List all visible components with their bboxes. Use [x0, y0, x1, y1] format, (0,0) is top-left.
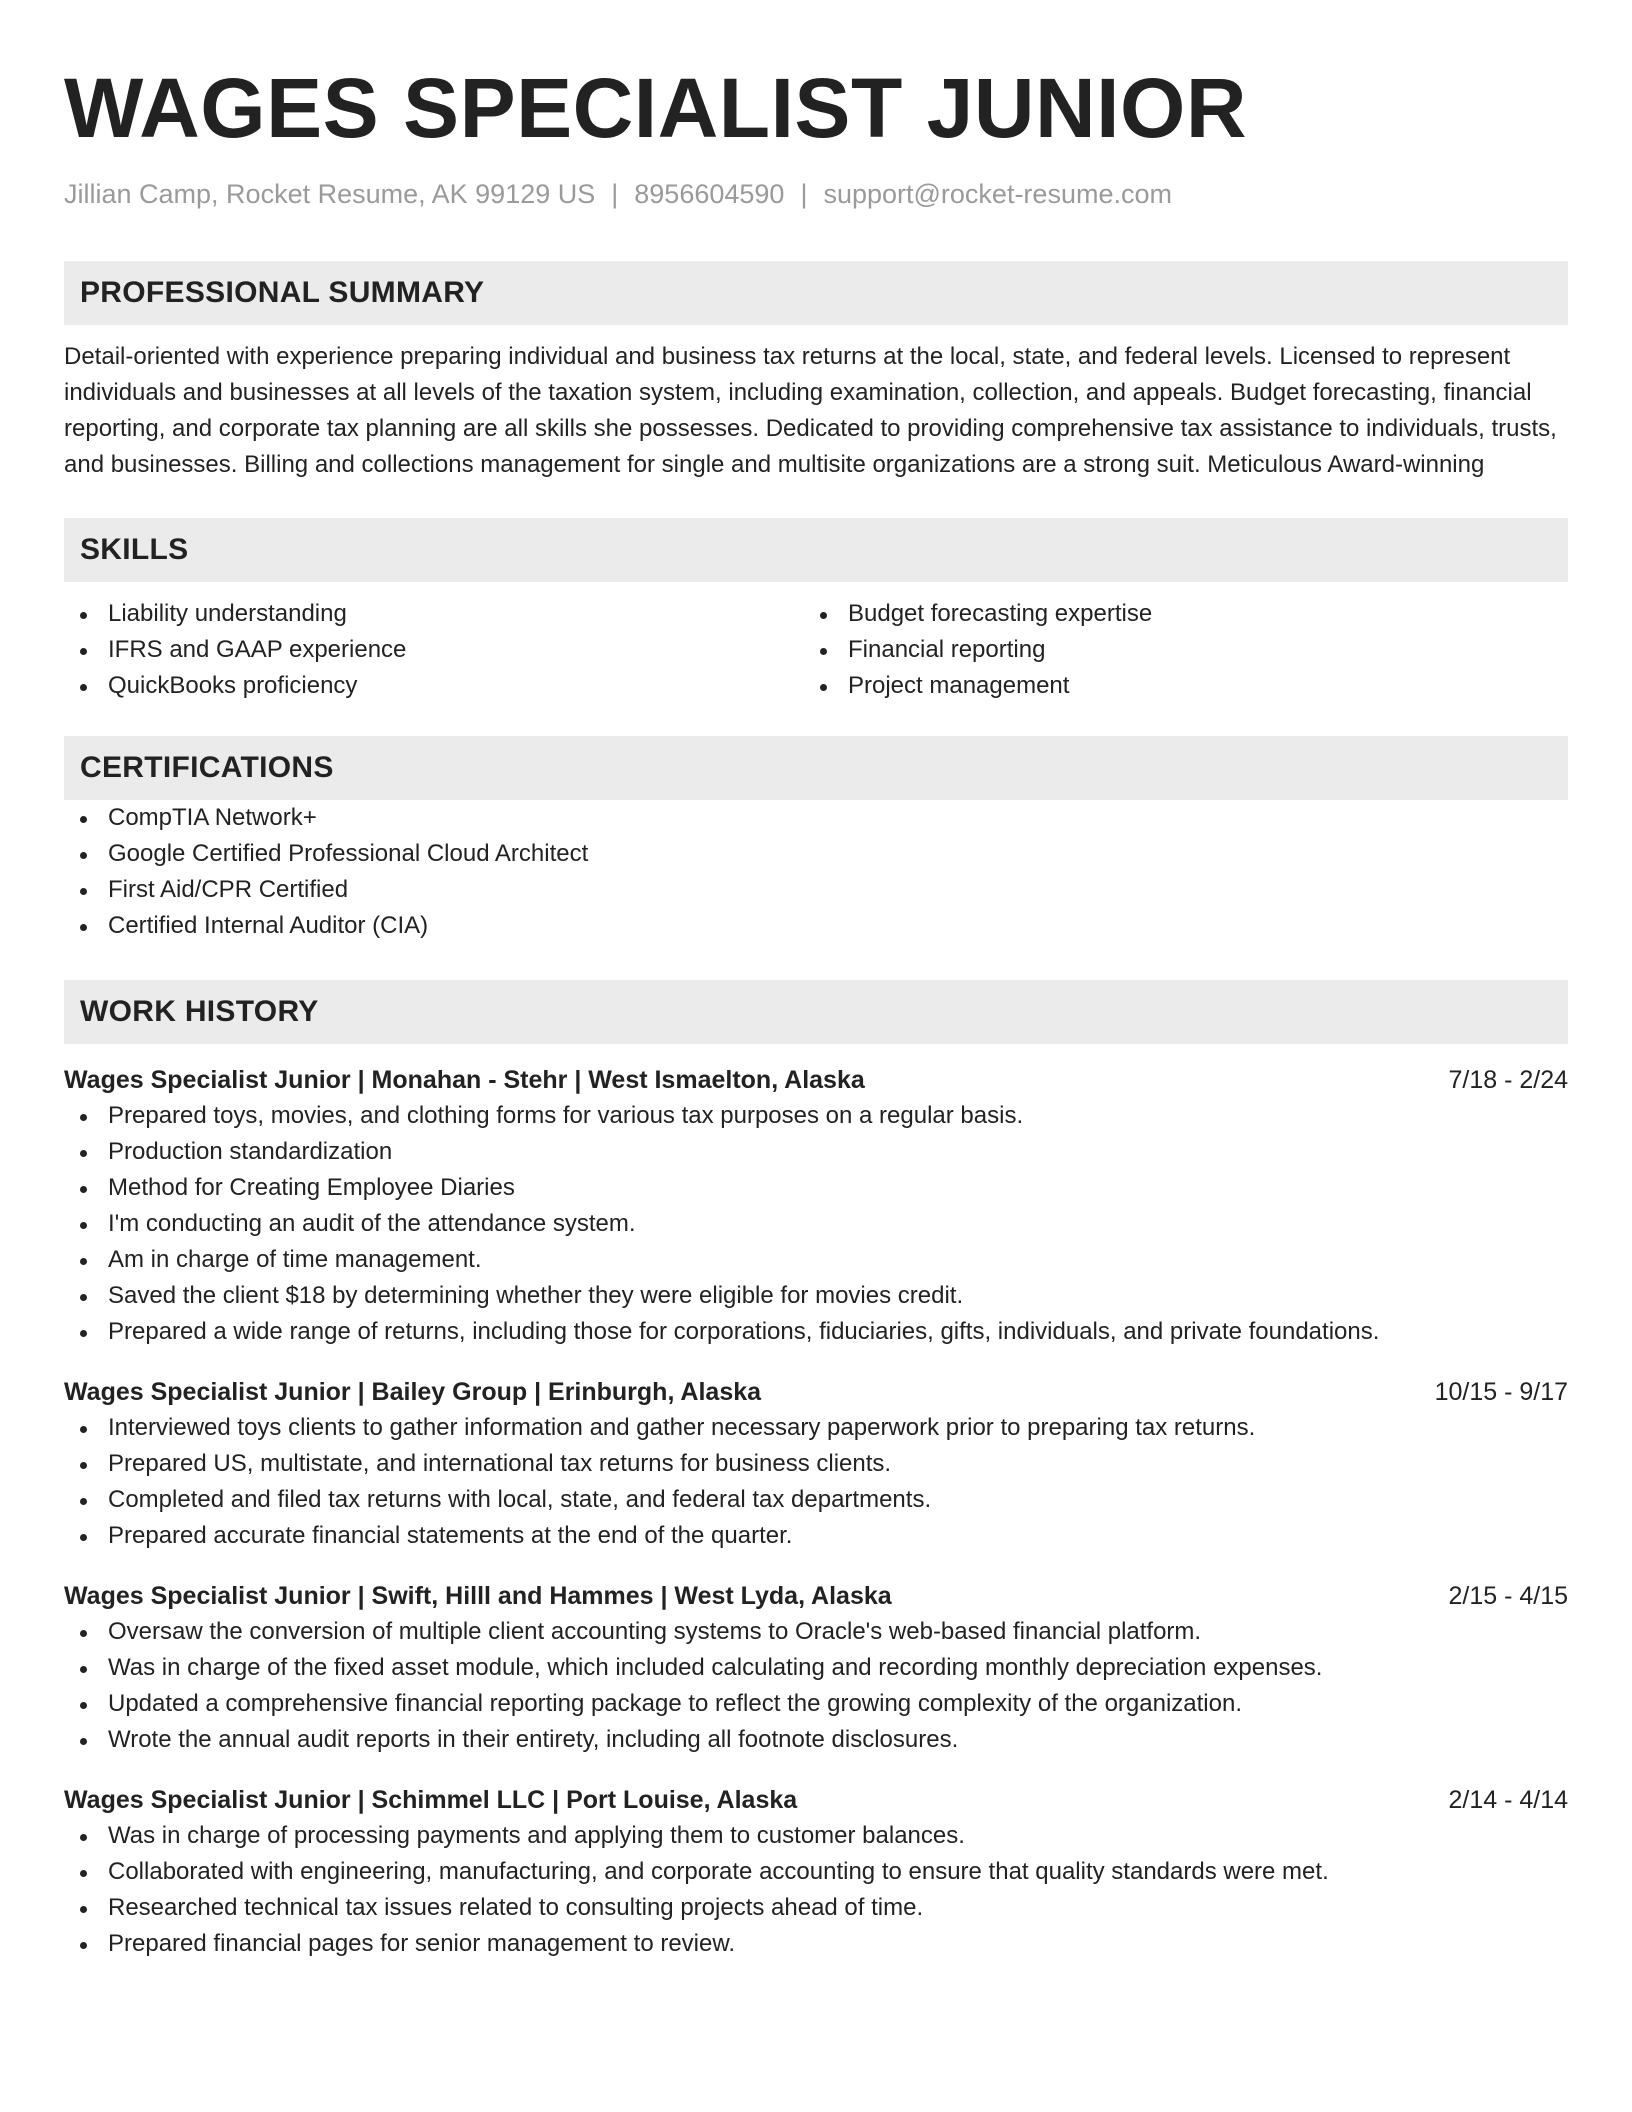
- job-bullet: Prepared toys, movies, and clothing forms for various tax purposes on a regular basis.: [64, 1098, 1568, 1134]
- skill-item: Budget forecasting expertise: [804, 596, 1568, 632]
- job-bullets: [64, 1614, 1568, 1758]
- contact-line: [64, 178, 1568, 210]
- job-bullet: Was in charge of the fixed asset module, which included calculating and recording monthly depreciation expenses.: [64, 1650, 1568, 1686]
- job-bullet: Saved the client $18 by determining whether they were eligible for movies credit.: [64, 1278, 1568, 1314]
- job-bullets: [64, 1098, 1568, 1350]
- job-bullet: Researched technical tax issues related to consulting projects ahead of time.: [64, 1890, 1568, 1926]
- contact-separator: |: [800, 179, 808, 209]
- job-bullet: Method for Creating Employee Diaries: [64, 1170, 1568, 1206]
- job-bullet: Completed and filed tax returns with local, state, and federal tax departments.: [64, 1482, 1568, 1518]
- job-bullet: Was in charge of processing payments and applying them to customer balances.: [64, 1818, 1568, 1854]
- job-bullet: Collaborated with engineering, manufacturing, and corporate accounting to ensure that quality standards were met.: [64, 1854, 1568, 1890]
- job-title: Wages Specialist Junior | Schimmel LLC | Port Louise, Alaska: [64, 1786, 798, 1815]
- summary-text: Detail-oriented with experience preparing individual and business tax returns at the local, state, and federal levels. Licensed to represent individuals and businesses at all levels of the taxation system, including examination, collection, and appeals. Budget forecasting, financial reporting, and corporate tax planning are all skills she possesses. Dedicated to providing comprehensive tax assistance to individuals, trusts, and businesses. Billing and collections management for single and multisite organizations are a strong suit. Meticulous Award-winning: [64, 343, 1557, 479]
- certification-item: Certified Internal Auditor (CIA): [64, 908, 1568, 944]
- contact-separator: |: [611, 179, 619, 209]
- certification-item: CompTIA Network+: [64, 800, 1568, 836]
- job-title: Wages Specialist Junior | Monahan - Stehr | West Ismaelton, Alaska: [64, 1066, 865, 1095]
- job-title: Wages Specialist Junior | Bailey Group | Erinburgh, Alaska: [64, 1378, 762, 1407]
- job-dates: 2/14 - 4/14: [1448, 1786, 1568, 1815]
- job-title: Wages Specialist Junior | Swift, Hilll and Hammes | West Lyda, Alaska: [64, 1582, 892, 1611]
- job-entry: [64, 1374, 1568, 1554]
- job-bullet: Prepared a wide range of returns, including those for corporations, fiduciaries, gifts, individuals, and private foundations.: [64, 1314, 1568, 1350]
- job-dates: 2/15 - 4/15: [1448, 1582, 1568, 1611]
- job-bullet: Am in charge of time management.: [64, 1242, 1568, 1278]
- job-bullet: Prepared accurate financial statements at the end of the quarter.: [64, 1518, 1568, 1554]
- job-bullet: Updated a comprehensive financial reporting package to reflect the growing complexity of the organization.: [64, 1686, 1568, 1722]
- section-heading-work-history: WORK HISTORY: [64, 980, 1568, 1044]
- job-header: [64, 1374, 1568, 1410]
- skills-grid: [64, 596, 1568, 704]
- job-entry: [64, 1578, 1568, 1758]
- contact-address: Jillian Camp, Rocket Resume, AK 99129 US: [64, 179, 596, 209]
- job-bullet: Wrote the annual audit reports in their entirety, including all footnote disclosures.: [64, 1722, 1568, 1758]
- job-bullets: [64, 1410, 1568, 1554]
- job-dates: 7/18 - 2/24: [1448, 1066, 1568, 1095]
- job-dates: 10/15 - 9/17: [1434, 1378, 1568, 1407]
- job-bullet: Prepared financial pages for senior management to review.: [64, 1926, 1568, 1962]
- section-heading-summary: PROFESSIONAL SUMMARY: [64, 261, 1568, 325]
- certification-item: First Aid/CPR Certified: [64, 872, 1568, 908]
- candidate-name: WAGES SPECIALIST JUNIOR: [64, 61, 1247, 155]
- contact-email: support@rocket-resume.com: [823, 179, 1172, 209]
- job-header: [64, 1062, 1568, 1098]
- skills-list-right: [804, 596, 1568, 704]
- skill-item: Project management: [804, 668, 1568, 704]
- job-bullet: Production standardization: [64, 1134, 1568, 1170]
- skill-item: Financial reporting: [804, 632, 1568, 668]
- job-header: [64, 1578, 1568, 1614]
- skill-item: Liability understanding: [64, 596, 804, 632]
- skills-list-left: [64, 596, 804, 704]
- job-bullet: I'm conducting an audit of the attendance system.: [64, 1206, 1568, 1242]
- job-bullet: Oversaw the conversion of multiple client accounting systems to Oracle's web-based financial platform.: [64, 1614, 1568, 1650]
- certifications-list: [64, 800, 1568, 944]
- job-entry: [64, 1062, 1568, 1350]
- section-heading-certifications: CERTIFICATIONS: [64, 736, 1568, 800]
- job-bullet: Prepared US, multistate, and international tax returns for business clients.: [64, 1446, 1568, 1482]
- job-bullets: [64, 1818, 1568, 1962]
- contact-phone: 8956604590: [634, 179, 785, 209]
- skill-item: IFRS and GAAP experience: [64, 632, 804, 668]
- skill-item: QuickBooks proficiency: [64, 668, 804, 704]
- job-entry: [64, 1782, 1568, 1962]
- job-header: [64, 1782, 1568, 1818]
- certification-item: Google Certified Professional Cloud Architect: [64, 836, 1568, 872]
- section-heading-skills: SKILLS: [64, 518, 1568, 582]
- job-bullet: Interviewed toys clients to gather information and gather necessary paperwork prior to preparing tax returns.: [64, 1410, 1568, 1446]
